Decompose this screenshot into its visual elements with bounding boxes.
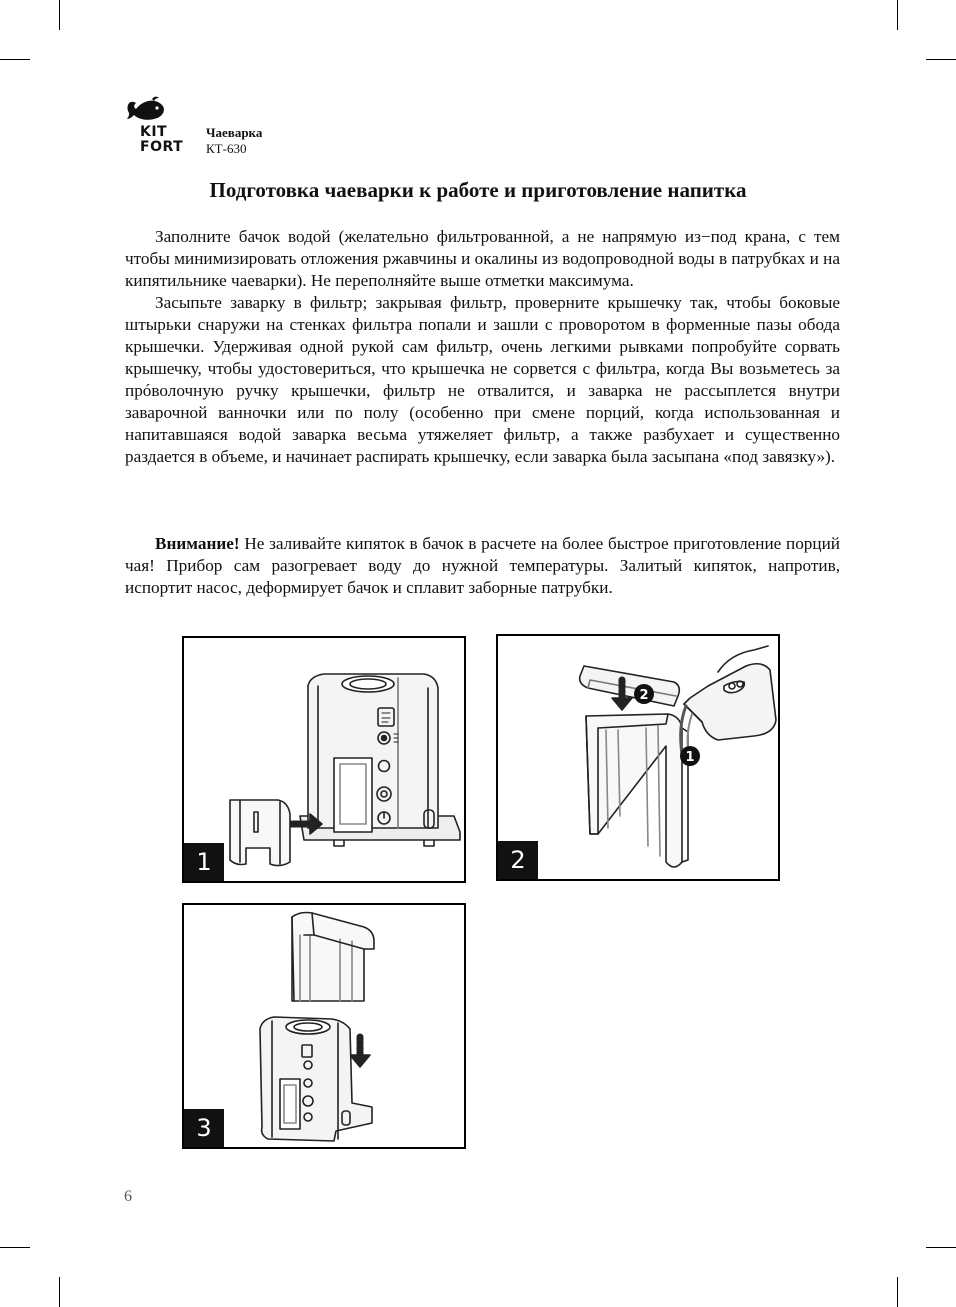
crop-mark [0, 1247, 30, 1248]
crop-mark [59, 1277, 60, 1307]
paragraph: Заполните бачок водой (желательно фильтрованной, а не напрямую из−под крана, с тем чтобы минимизировать отложения ржавчины и окалины из водопроводной воды в патрубках и на кипятильнике чаеварки). Не переполняйте выше отметки максимума. [125, 227, 840, 290]
crop-mark [897, 1277, 898, 1307]
figure-3 [182, 903, 466, 1149]
brand-name-line1: KIT [140, 124, 168, 140]
paragraph: Засыпьте заварку в фильтр; закрывая фильтр, проверните крышечку так, чтобы боковые штырьки снаружи на стенках фильтра попали и зашли с проворотом в форменные пазы обода крышечки. Удерживая одной рукой сам фильтр, очень легкими рывками попробуйте сорвать крышечку, чтобы удостовериться, что крышечка не сорвется с фильтра, когда Вы возьметесь за прóволочную ручку крышечки, фильтр не отвалится, и заварка не рассыплется внутри заварочной ванночки или по полу (особенно при смене порций, когда использованная и напитавшаяся водой заварка весьма утяжеляет фильтр, а также разбухает и существенно раздается в объеме, и начинает распирать крышечку, если заварка была засыпана «под завязку»). [125, 293, 840, 466]
step-marker-1-label: 1 [685, 750, 695, 765]
figure-2 [496, 634, 780, 881]
crop-mark [926, 59, 956, 60]
product-name: Чаеварка [206, 125, 263, 140]
brand-logo [124, 95, 192, 157]
crop-mark [0, 59, 30, 60]
figure-1 [182, 636, 466, 883]
product-label [206, 125, 262, 157]
step-marker-1 [498, 636, 778, 879]
brand-name-line2: FORT [140, 139, 184, 155]
instructions-body [125, 226, 840, 468]
figure-number: 3 [184, 1109, 224, 1147]
crop-mark [926, 1247, 956, 1248]
warning-block [125, 533, 840, 599]
product-model: КТ-630 [206, 141, 247, 156]
figure-number: 1 [184, 843, 224, 881]
warning-paragraph [125, 533, 840, 599]
whale-icon [124, 95, 168, 123]
mount-water-tank-illustration [184, 905, 464, 1147]
step-marker-2-label: 2 [639, 688, 649, 703]
figure-number: 2 [498, 841, 538, 879]
section-title: Подготовка чаеварки к работе и приготовление напитка [209, 178, 747, 202]
crop-mark [59, 0, 60, 30]
warning-text: Не заливайте кипяток в бачок в расчете на более быстрое приготовление порций чая! Прибор сам разогревает воду до нужной температуры. Залитый кипяток, напротив, испортит насос, деформирует бачок и сплавит заборные патрубки. [125, 534, 840, 597]
warning-label: Внимание! [155, 534, 240, 553]
page-number: 6 [124, 1188, 132, 1205]
crop-mark [897, 0, 898, 30]
insert-filter-illustration [184, 638, 464, 881]
